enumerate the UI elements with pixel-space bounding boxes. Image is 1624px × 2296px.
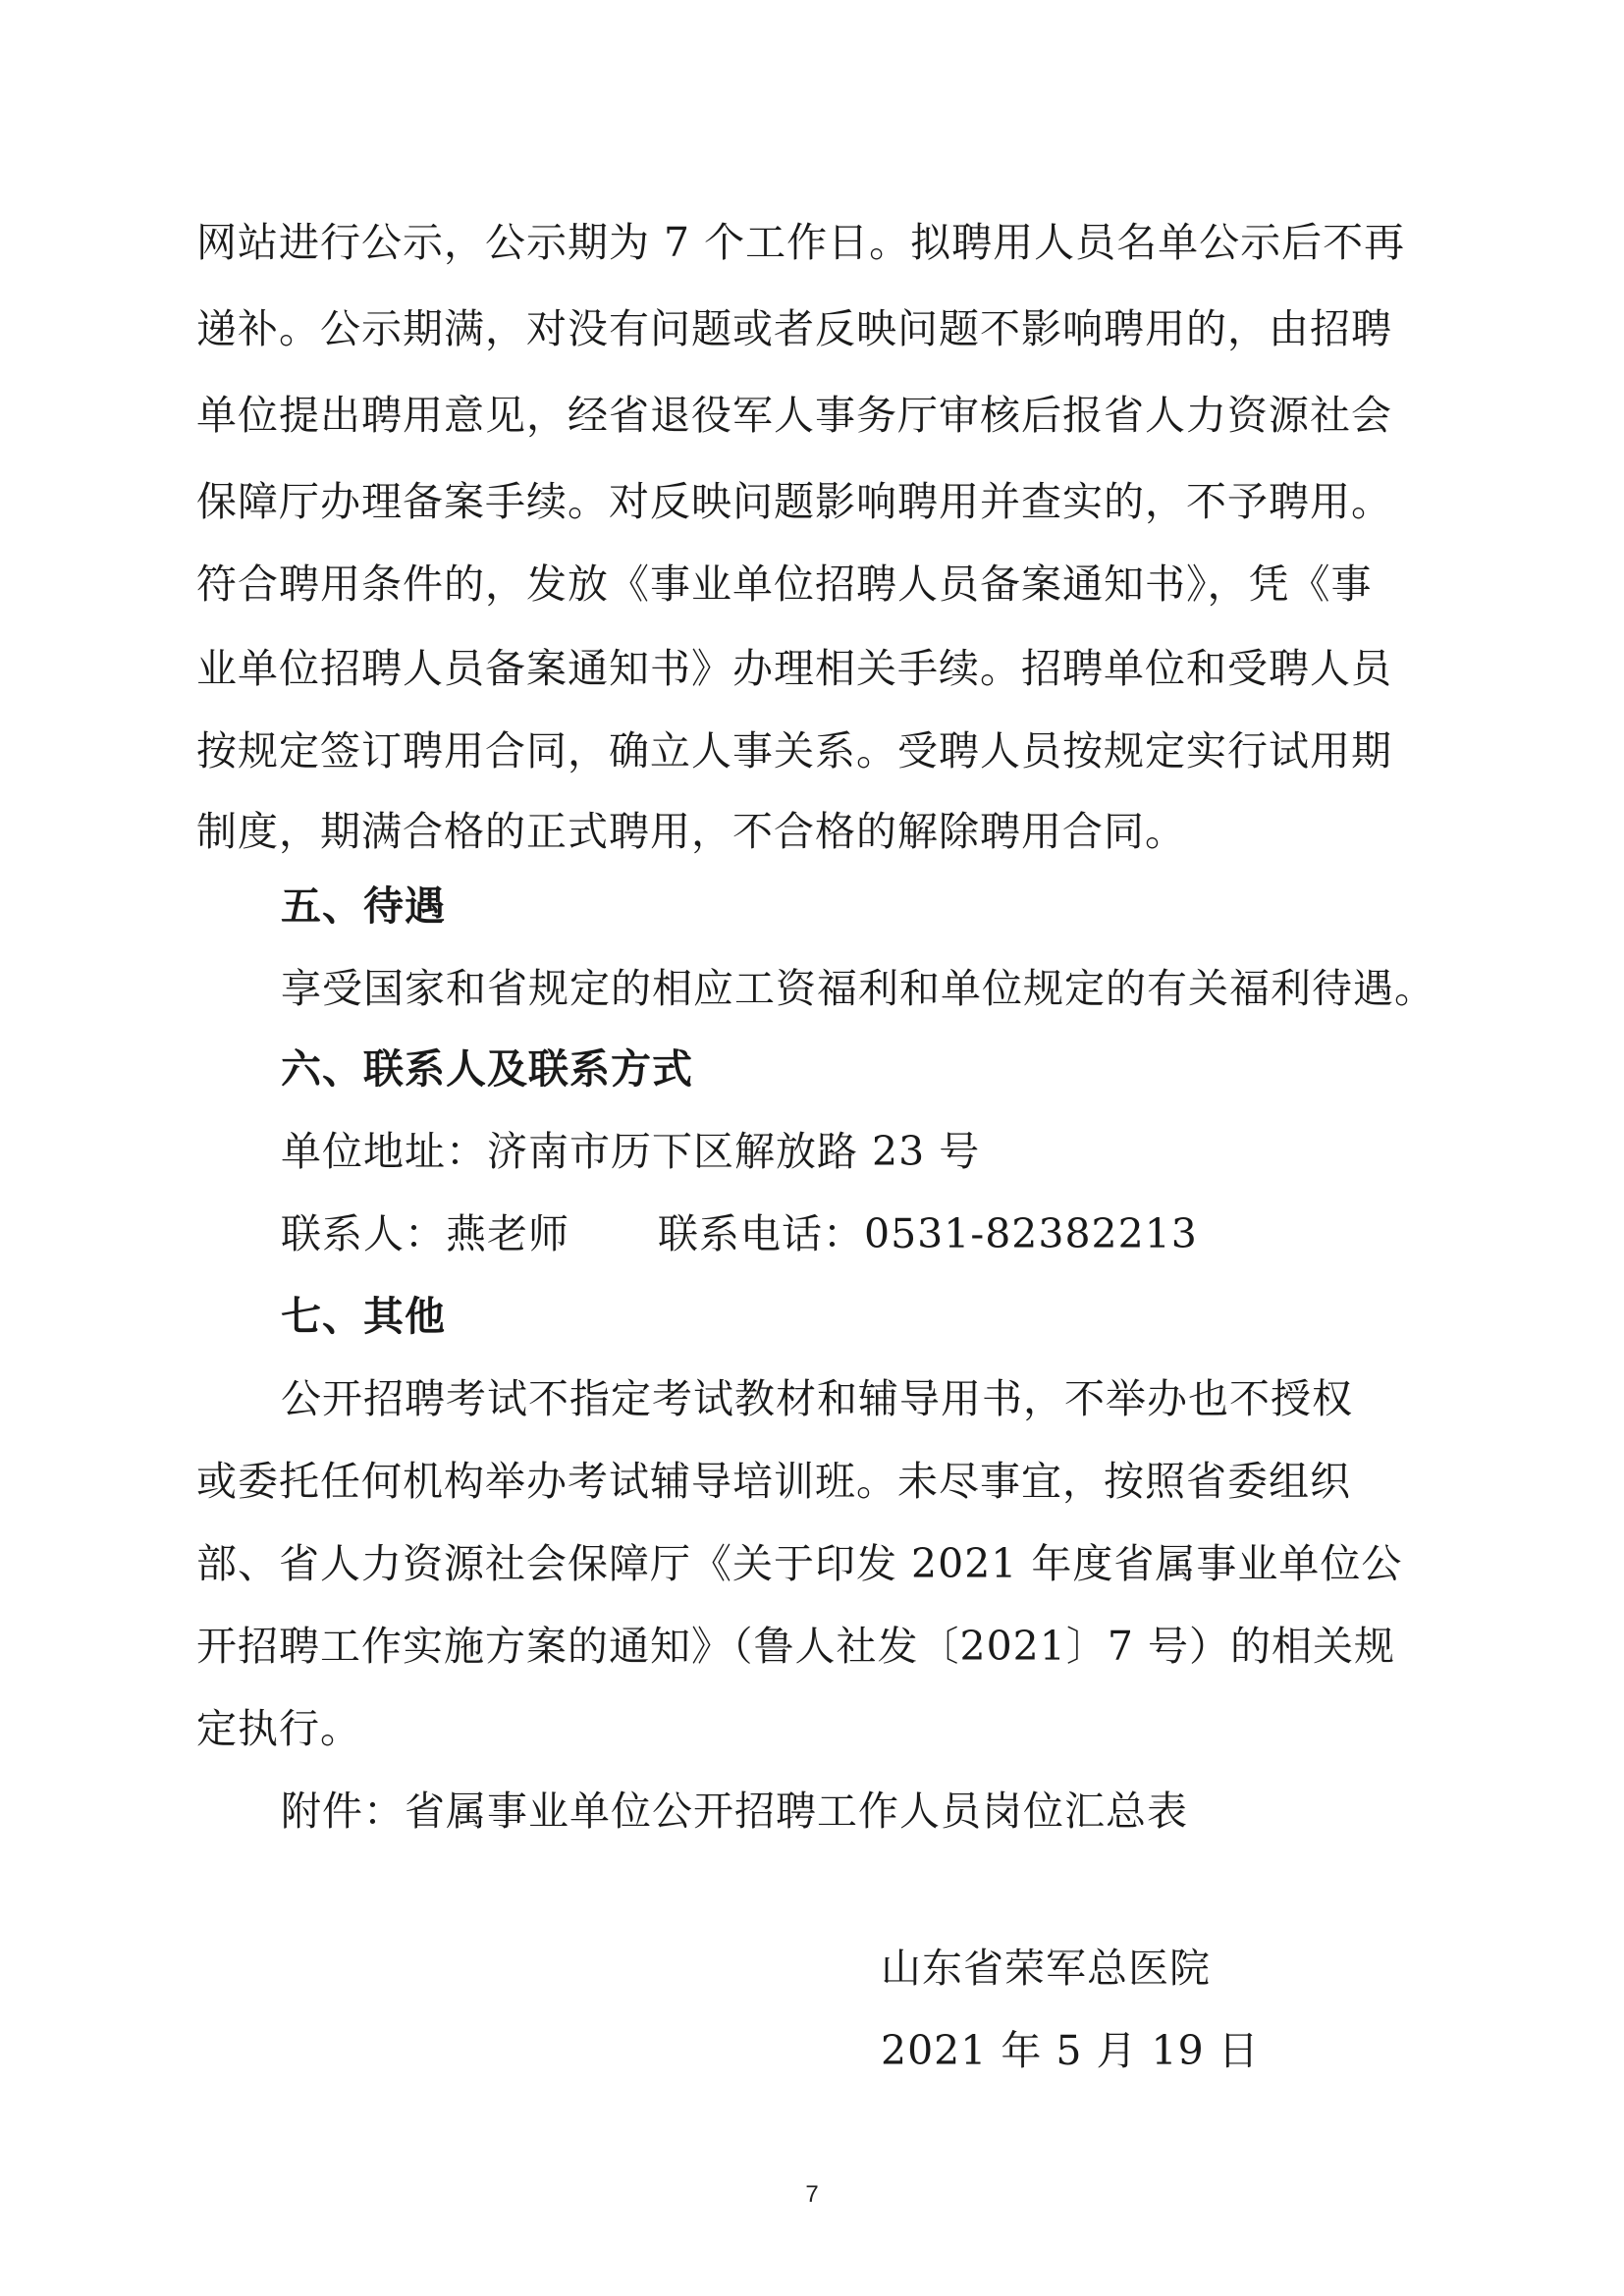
attachment-text: 附件：省属事业单位公开招聘工作人员岗位汇总表 (281, 1788, 1188, 1835)
paragraph-line: 业单位招聘人员备案通知书》办理相关手续。招聘单位和受聘人员 (196, 645, 1392, 692)
contact-person-text: 联系人：燕老师 (281, 1210, 569, 1257)
paragraph-line: 开招聘工作实施方案的通知》（鲁人社发〔2021〕7 号）的相关规 (196, 1623, 1395, 1670)
paragraph-line: 网站进行公示，公示期为 7 个工作日。拟聘用人员名单公示后不再 (196, 219, 1406, 266)
treatment-text: 享受国家和省规定的相应工资福利和单位规定的有关福利待遇。 (281, 965, 1435, 1012)
paragraph-line: 制度，期满合格的正式聘用，不合格的解除聘用合同。 (196, 808, 1186, 855)
paragraph-line: 部、省人力资源社会保障厅《关于印发 2021 年度省属事业单位公 (196, 1540, 1403, 1587)
section-heading-other: 七、其他 (281, 1293, 446, 1340)
section-heading-contact: 六、联系人及联系方式 (281, 1045, 693, 1093)
signature-organization: 山东省荣军总医院 (881, 1945, 1211, 1992)
paragraph-line: 单位提出聘用意见，经省退役军人事务厅审核后报省人力资源社会 (196, 392, 1392, 439)
paragraph-line: 或委托任何机构举办考试辅导培训班。未尽事宜，按照省委组织 (196, 1458, 1351, 1505)
paragraph-line: 保障厅办理备案手续。对反映问题影响聘用并查实的，不予聘用。 (196, 478, 1392, 525)
contact-phone-text: 联系电话：0531-82382213 (658, 1210, 1198, 1257)
page-number: 7 (805, 2181, 819, 2208)
paragraph-line: 递补。公示期满，对没有问题或者反映问题不影响聘用的，由招聘 (196, 305, 1392, 352)
paragraph-line: 按规定签订聘用合同，确立人事关系。受聘人员按规定实行试用期 (196, 727, 1392, 774)
paragraph-line: 符合聘用条件的，发放《事业单位招聘人员备案通知书》，凭《事 (196, 561, 1373, 608)
address-text: 单位地址：济南市历下区解放路 23 号 (281, 1128, 981, 1175)
signature-date: 2021 年 5 月 19 日 (881, 2027, 1260, 2074)
section-heading-treatment: 五、待遇 (281, 882, 446, 930)
paragraph-line: 定执行。 (196, 1705, 361, 1752)
paragraph-line: 公开招聘考试不指定考试教材和辅导用书，不举办也不授权 (281, 1375, 1353, 1422)
